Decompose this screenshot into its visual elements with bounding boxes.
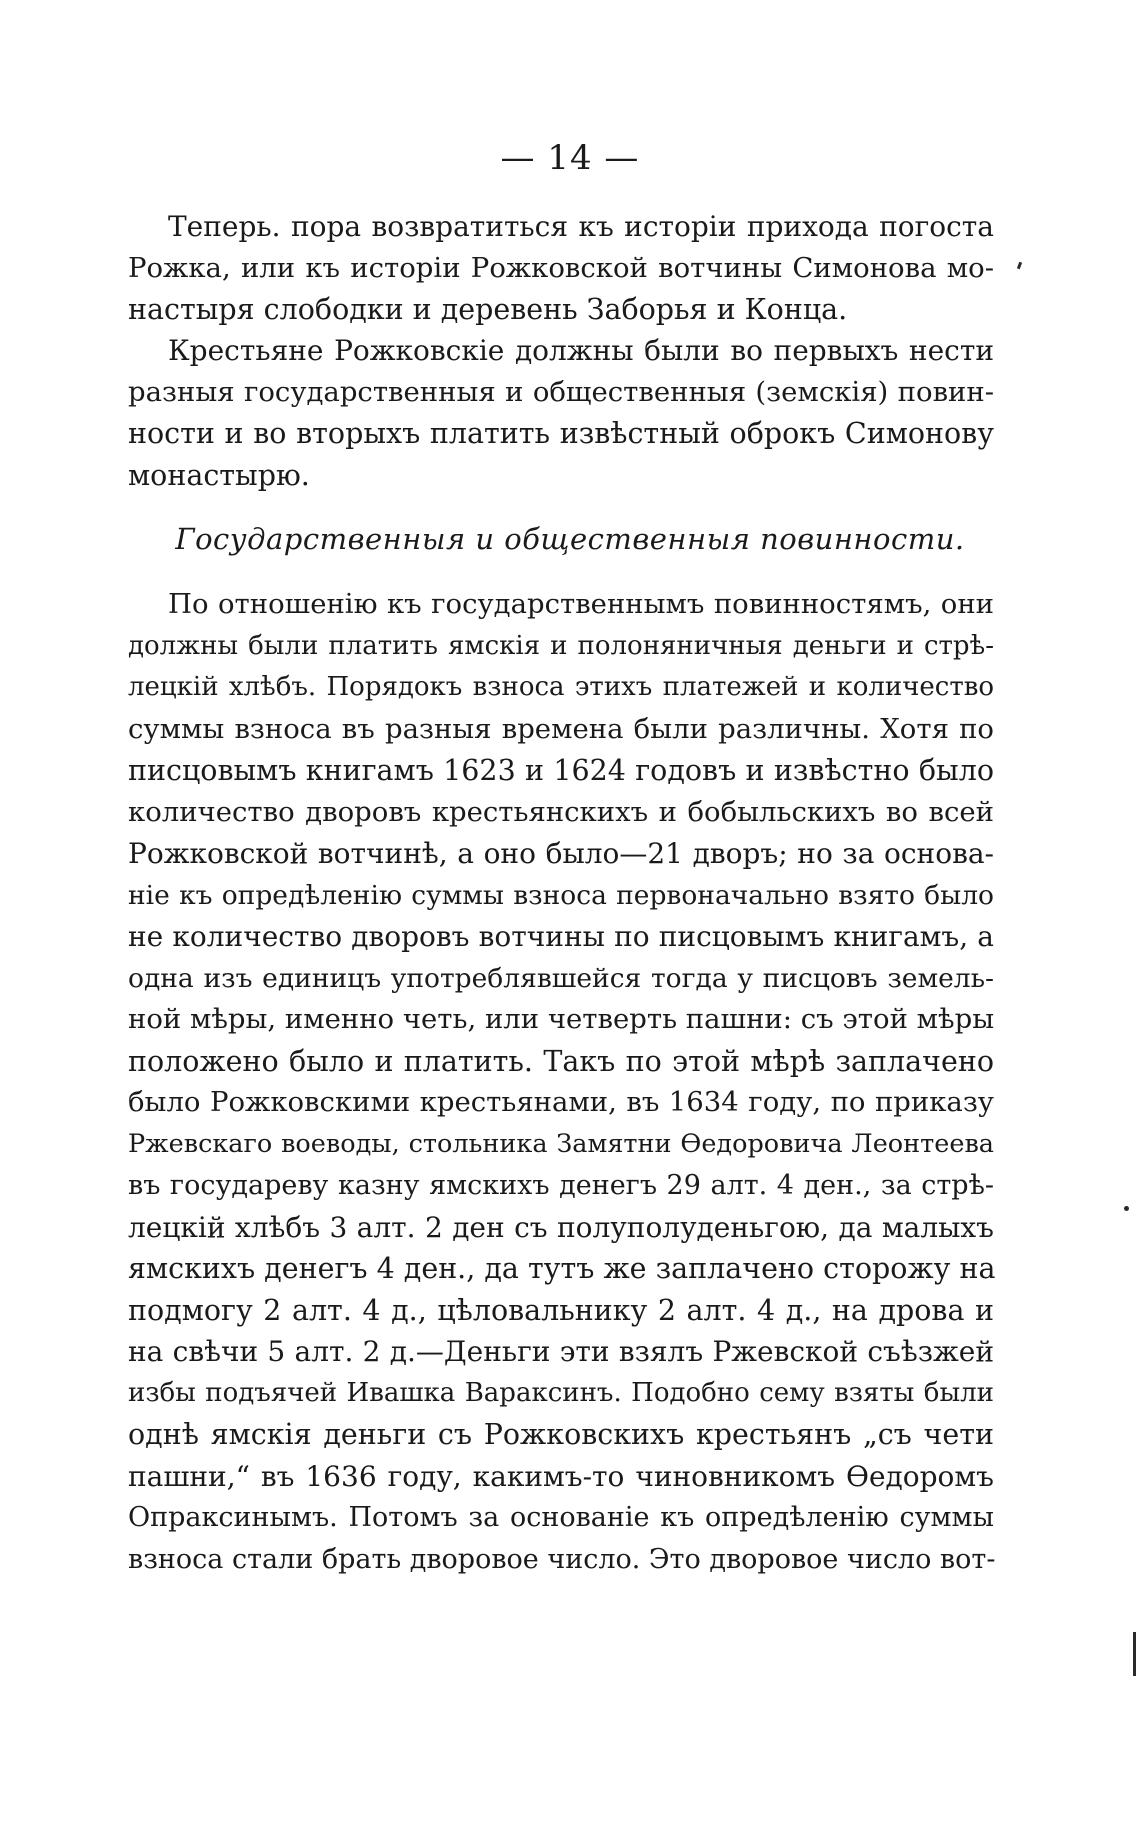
text-line: Теперь. пора возвратиться къ исторіи прихода погоста xyxy=(168,210,994,243)
text-line: ной мѣры, именно четь, или четверть пашни: съ этой мѣры xyxy=(128,1003,995,1035)
text-line: разныя государственныя и общественныя (земскія) повин- xyxy=(128,375,994,408)
text-line: монастырю. xyxy=(128,458,310,492)
text-line: въ государеву казну ямскихъ денегъ 29 алт. 4 ден., за стрѣ- xyxy=(128,1170,994,1201)
text-line: однѣ ямскія деньги съ Рожковскихъ крестьянъ „съ чети xyxy=(128,1418,994,1451)
scan-speck xyxy=(1017,262,1022,270)
scan-speck xyxy=(1124,1206,1129,1211)
text-line: пашни,“ въ 1636 году, какимъ-то чиновникомъ Өедоромъ xyxy=(128,1459,994,1493)
text-line: положено было и платить. Такъ по этой мѣрѣ заплачено xyxy=(128,1044,994,1078)
text-line: взноса стали брать дворовое число. Это дворовое число вот- xyxy=(128,1543,996,1575)
paragraph-2 xyxy=(128,330,994,496)
paragraph-1 xyxy=(128,206,994,331)
text-line: лецкій хлѣбъ 3 алт. 2 ден съ полуполуденьгою, да малыхъ xyxy=(128,1210,994,1244)
text-line: было Рожковскими крестьянами, въ 1634 году, по приказу xyxy=(128,1086,994,1118)
scan-edge-line xyxy=(1133,1632,1136,1676)
text-line: ямскихъ денегъ 4 ден., да тутъ же заплачено сторожу на xyxy=(128,1252,996,1285)
text-line: писцовымъ книгамъ 1623 и 1624 годовъ и извѣстно было xyxy=(128,754,994,787)
text-line: подмогу 2 алт. 4 д., цѣловальнику 2 алт. 4 д., на дрова и xyxy=(128,1293,994,1327)
text-line: одна изъ единицъ употреблявшейся тогда у писцовъ земель- xyxy=(128,962,994,994)
text-line: Ржевскаго воеводы, стольника Замятни Өедоровича Леонтеева xyxy=(128,1128,994,1159)
text-line: Рожка, или къ исторіи Рожковской вотчины Симонова мо- xyxy=(128,251,994,284)
text-line: Рожковской вотчинѣ, а оно было—21 дворъ; но за основа- xyxy=(128,837,994,870)
page-number: — 14 — xyxy=(500,138,640,178)
text-line: избы подъячей Ивашка Вараксинъ. Подобно сему взяты были xyxy=(128,1377,994,1408)
text-line: количество дворовъ крестьянскихъ и бобыльскихъ во всей xyxy=(128,795,994,828)
paragraph-3 xyxy=(128,584,994,1580)
text-line: ности и во вторыхъ платить извѣстный оброкъ Симонову xyxy=(128,417,994,450)
text-line: ніе къ опредѣленію суммы взноса первоначально взято было xyxy=(128,879,994,911)
text-line: должны были платить ямскія и полоняничныя деньги и стрѣ- xyxy=(128,630,994,661)
text-line: суммы взноса въ разныя времена были различны. Хотя по xyxy=(128,712,994,745)
text-line: Крестьяне Рожковскіе должны были во первыхъ нести xyxy=(168,334,994,367)
section-heading: Государственныя и общественныя повинности. xyxy=(175,522,965,556)
text-line: Опраксинымъ. Потомъ за основаніе къ опредѣленію суммы xyxy=(128,1502,994,1533)
text-line: настыря слободки и деревень Заборья и Конца. xyxy=(128,293,848,326)
text-line: По отношенію къ государственнымъ повинностямъ, они xyxy=(168,588,994,620)
text-line: не количество дворовъ вотчины по писцовымъ книгамъ, а xyxy=(128,920,994,953)
text-line: лецкій хлѣбъ. Порядокъ взноса этихъ платежей и количество xyxy=(128,672,994,702)
text-line: на свѣчи 5 алт. 2 д.—Деньги эти взялъ Ржевской съѣзжей xyxy=(128,1335,994,1368)
